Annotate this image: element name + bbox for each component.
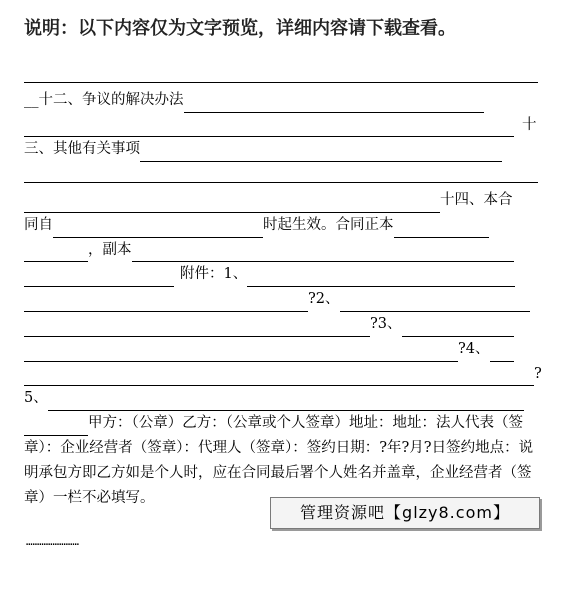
blank-field — [48, 392, 524, 411]
continuation-dots: …………………… — [26, 535, 79, 548]
blank-field — [24, 194, 440, 213]
blank-field — [184, 94, 484, 113]
blank-field — [24, 243, 88, 262]
attachment-4-line — [24, 337, 554, 362]
section-13-number: 十 — [522, 116, 537, 133]
blank-field — [24, 343, 458, 362]
attachment-3-line — [24, 312, 554, 337]
section-14-start-line — [24, 188, 554, 213]
blank-field — [24, 318, 370, 337]
blank-line — [24, 162, 538, 183]
section-14-effective-line — [24, 213, 554, 238]
attachment-1-line — [24, 262, 554, 287]
blank-field — [394, 219, 489, 238]
attachment-4-label: ?4、 — [458, 340, 490, 357]
question-line — [24, 362, 554, 387]
question-mark: ? — [534, 365, 542, 382]
section-13-line — [24, 137, 554, 162]
section-13-title: 三、其他有关事项 — [24, 141, 140, 158]
copies-label: ，副本 — [88, 241, 132, 258]
attachment-2-label: ?2、 — [308, 291, 340, 308]
blank-field — [247, 268, 515, 287]
section-12-line — [24, 88, 554, 113]
blank-field — [24, 293, 308, 312]
blank-field — [340, 293, 530, 312]
section-13-num-line — [24, 113, 554, 138]
section-14-title: 十四、本合 — [440, 191, 513, 208]
attachment-label: 附件：1、 — [180, 266, 248, 283]
blank-field — [132, 243, 514, 262]
effective-from-label: 同自 — [24, 216, 53, 233]
section-12-title: __十二、争议的解决办法 — [24, 91, 184, 108]
section-14-copies-line — [24, 238, 554, 263]
signature-text: 甲方：（公章）乙方：（公章或个人签章）地址：地址：法人代表（签章）：企业经营者（签章）：代理人（签章）：签约日期：?年?月?日签约地点：说明承包方即乙方如是个人时，应在合同最后署个人姓名并盖章，企业经营者（签章）一栏不必填写。 — [24, 415, 534, 506]
attachment-2-line — [24, 287, 554, 312]
blank-field — [402, 318, 514, 337]
blank-field — [24, 367, 534, 386]
attachment-5-label: 5、 — [24, 390, 48, 407]
effective-time-label: 时起生效。合同正本 — [263, 216, 394, 233]
blank-field — [53, 219, 263, 238]
blank-field — [490, 343, 514, 362]
blank-field — [24, 118, 514, 137]
blank-field — [24, 268, 174, 287]
blank-field — [24, 417, 88, 436]
document-body — [24, 62, 554, 510]
blank-field — [140, 143, 502, 162]
attachment-5-line — [24, 386, 554, 411]
site-watermark: 管理资源吧【glzy8.com】 — [270, 497, 540, 529]
blank-line — [24, 62, 538, 83]
attachment-3-label: ?3、 — [370, 315, 402, 332]
signature-paragraph — [24, 411, 538, 510]
preview-notice: 说明：以下内容仅为文字预览，详细内容请下载查看。 — [24, 18, 456, 39]
